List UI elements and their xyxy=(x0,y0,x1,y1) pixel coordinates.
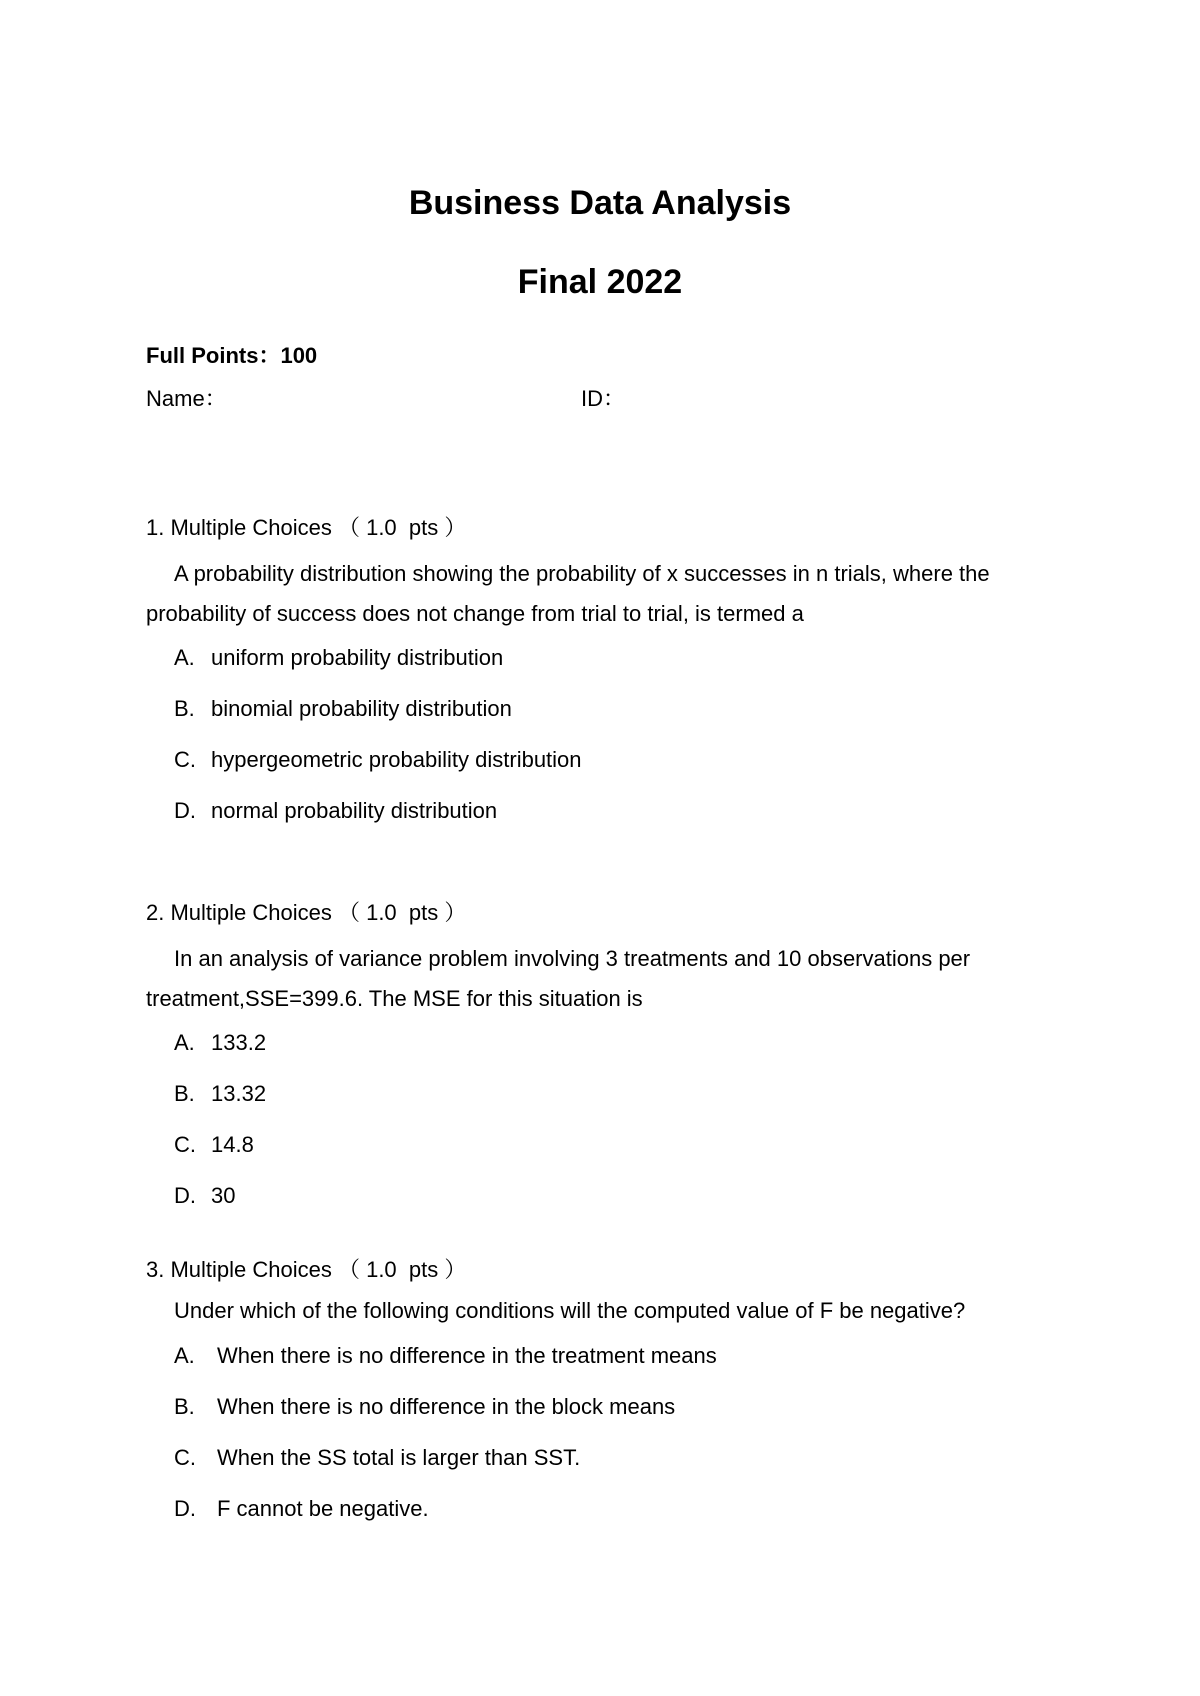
option-letter: A. xyxy=(174,1343,195,1368)
option-list xyxy=(146,644,1066,848)
question-text: Under which of the following conditions will the computed value of F be negative? xyxy=(174,1298,966,1323)
option-c xyxy=(174,1444,1066,1495)
option-text: 14.8 xyxy=(211,1132,254,1157)
option-b xyxy=(174,1080,1066,1131)
question-header: 1. Multiple Choices （ 1.0 pts ） xyxy=(146,515,467,540)
option-letter: B. xyxy=(174,1394,195,1419)
option-d xyxy=(174,1495,1066,1546)
option-letter: D. xyxy=(174,1183,196,1208)
question-text: In an analysis of variance problem involving 3 treatments and 10 observations per treatment,SSE=399.6. The MSE for this situation is xyxy=(146,946,971,1011)
option-a xyxy=(174,1342,1066,1393)
name-label: Name： xyxy=(146,386,227,411)
question-text: A probability distribution showing the probability of x successes in n trials, where the probability of success does not change from trial to trial, is termed a xyxy=(146,561,990,626)
option-list xyxy=(146,1029,1066,1233)
option-letter: B. xyxy=(174,696,195,721)
option-text: F cannot be negative. xyxy=(217,1496,429,1521)
question-header: 3. Multiple Choices （ 1.0 pts ） xyxy=(146,1257,467,1282)
option-list xyxy=(146,1342,1066,1546)
option-text: When there is no difference in the block means xyxy=(217,1394,676,1419)
full-points-label: Full Points： xyxy=(146,343,281,368)
option-letter: A. xyxy=(174,1030,195,1055)
full-points xyxy=(146,342,317,370)
option-text: When the SS total is larger than SST. xyxy=(217,1445,581,1470)
option-text: 13.32 xyxy=(211,1081,267,1106)
option-d xyxy=(174,1182,1066,1233)
option-text: When there is no difference in the treatment means xyxy=(217,1343,717,1368)
option-text: normal probability distribution xyxy=(211,798,498,823)
id-label: ID： xyxy=(581,386,626,411)
question-header: 2. Multiple Choices （ 1.0 pts ） xyxy=(146,900,467,925)
full-points-value: 100 xyxy=(280,343,318,368)
option-letter: C. xyxy=(174,1445,196,1470)
option-c xyxy=(174,746,1066,797)
option-a xyxy=(174,1029,1066,1080)
option-letter: D. xyxy=(174,798,196,823)
option-b xyxy=(174,1393,1066,1444)
option-d xyxy=(174,797,1066,848)
option-letter: C. xyxy=(174,1132,196,1157)
option-text: hypergeometric probability distribution xyxy=(211,747,582,772)
question-3 xyxy=(146,1256,1066,1546)
option-b xyxy=(174,695,1066,746)
option-a xyxy=(174,644,1066,695)
question-2 xyxy=(146,899,1066,1233)
option-text: 133.2 xyxy=(211,1030,267,1055)
document-subtitle: Final 2022 xyxy=(517,263,683,301)
option-letter: B. xyxy=(174,1081,195,1106)
question-1 xyxy=(146,514,1066,848)
option-text: uniform probability distribution xyxy=(211,645,504,670)
option-c xyxy=(174,1131,1066,1182)
option-text: binomial probability distribution xyxy=(211,696,512,721)
option-letter: A. xyxy=(174,645,195,670)
document-title: Business Data Analysis xyxy=(408,184,792,222)
option-letter: C. xyxy=(174,747,196,772)
option-letter: D. xyxy=(174,1496,196,1521)
option-text: 30 xyxy=(211,1183,236,1208)
